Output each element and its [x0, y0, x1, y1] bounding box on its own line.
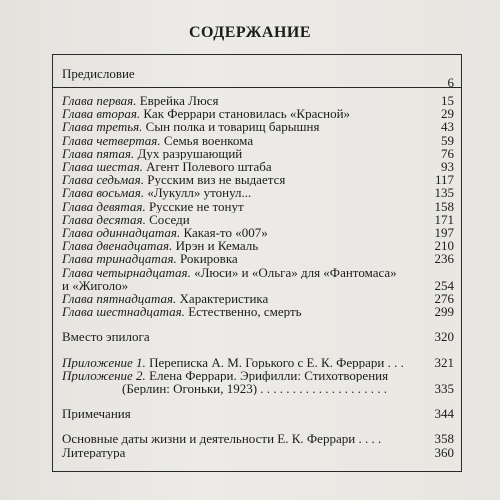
- toc-label: Глава третья.: [62, 120, 143, 134]
- toc-text: Ирэн и Кемаль: [172, 239, 259, 253]
- toc-page: 344: [434, 406, 454, 422]
- toc-row: [62, 266, 460, 279]
- toc-text: Как Феррари становилась «Красной»: [140, 107, 351, 121]
- toc-page: 254: [434, 277, 454, 293]
- toc-page: 360: [434, 444, 454, 460]
- toc-page: 358: [434, 431, 454, 447]
- toc-row-appendix: [62, 369, 460, 382]
- toc-page: 236: [434, 251, 454, 267]
- toc-row: [62, 252, 460, 265]
- toc-page: 76: [441, 145, 454, 161]
- toc-text: Литература: [62, 445, 126, 459]
- toc-label: Глава первая.: [62, 94, 137, 108]
- toc-page: 6: [447, 75, 454, 91]
- toc-page: 299: [434, 304, 454, 320]
- toc-row-appendix: Приложение 1. Переписка А. М. Горького с Е. К. Феррари . . . 321: [62, 356, 460, 369]
- page-title: СОДЕРЖАНИЕ: [188, 24, 312, 41]
- toc-label: Глава десятая.: [62, 212, 146, 227]
- toc-text: и «Жиголо»: [62, 278, 129, 293]
- toc-page: 171: [434, 211, 454, 227]
- toc-row-literature: [62, 446, 460, 459]
- toc-page: 135: [434, 185, 454, 201]
- toc-text: Естественно, смерть: [184, 305, 302, 319]
- toc-row: [62, 107, 460, 120]
- toc-text: Рокировка: [176, 252, 238, 266]
- toc-text: Дух разрушающий: [134, 146, 243, 161]
- toc-label: Глава седьмая.: [62, 173, 144, 187]
- toc-text: Характеристика: [176, 292, 269, 306]
- toc-text: «Лукулл» утонул...: [144, 186, 252, 200]
- toc-label: Глава восьмая.: [62, 186, 145, 200]
- table-of-contents: [62, 62, 460, 459]
- toc-label: Глава четырнадцатая.: [62, 265, 191, 279]
- toc-page: 59: [441, 132, 454, 148]
- toc-label: Глава тринадцатая.: [62, 252, 177, 266]
- toc-row: [62, 239, 460, 252]
- toc-text: Еврейка Люся: [136, 94, 219, 108]
- toc-row: [62, 186, 460, 199]
- toc-page: 335: [434, 381, 454, 397]
- toc-text: Основные даты жизни и деятельности Е. К. Феррари: [62, 432, 356, 446]
- toc-row-appendix: (Берлин: Огоньки, 1923) . . . . . . . . . . . . . . . . . . . . 335: [62, 382, 460, 395]
- toc-page: 158: [434, 198, 454, 214]
- toc-row: [62, 226, 460, 239]
- toc-row: [62, 94, 460, 107]
- toc-label: Приложение 1.: [62, 355, 146, 369]
- toc-label: Глава пятнадцатая.: [62, 292, 177, 306]
- toc-label: Приложение 2.: [62, 368, 146, 383]
- toc-row: [62, 213, 460, 226]
- toc-text: Сын полка и товарищ барышня: [142, 120, 320, 134]
- toc-text: Вместо эпилога: [62, 330, 150, 344]
- toc-label: Глава шестнадцатая.: [62, 305, 185, 319]
- toc-label: Глава двенадцатая.: [62, 239, 173, 253]
- toc-page: 29: [441, 106, 454, 122]
- toc-text: Примечания: [62, 407, 131, 421]
- toc-row: [62, 134, 460, 147]
- toc-page: 117: [434, 172, 454, 188]
- toc-row: [62, 292, 460, 305]
- toc-label: Глава шестая.: [62, 160, 143, 174]
- toc-text: «Люси» и «Ольга» для «Фантомаса»: [190, 265, 397, 279]
- toc-text: Предисловие: [62, 67, 135, 81]
- toc-text: Какая-то «007»: [180, 226, 268, 240]
- toc-row: [62, 305, 460, 318]
- toc-page: 15: [441, 93, 454, 108]
- toc-row: [62, 279, 460, 292]
- toc-row-preface: [62, 62, 460, 91]
- toc-row: [62, 173, 460, 186]
- toc-text: Елена Феррари. Эрифилли: Стихотворения: [145, 368, 389, 383]
- toc-page: 197: [434, 225, 454, 241]
- toc-text: Переписка А. М. Горького с Е. К. Феррари: [145, 355, 385, 369]
- toc-row: [62, 200, 460, 213]
- toc-page: 320: [434, 329, 454, 345]
- toc-page: 43: [441, 119, 454, 135]
- toc-text: Агент Полевого штаба: [142, 160, 272, 174]
- toc-label: Глава девятая.: [62, 199, 146, 213]
- toc-text: Русские не тонут: [145, 199, 244, 213]
- toc-label: Глава одиннадцатая.: [62, 226, 181, 240]
- toc-label: Глава вторая.: [62, 107, 141, 121]
- toc-text: Русским виз не выдается: [143, 173, 286, 187]
- toc-row-epilogue: [62, 330, 460, 343]
- toc-label: Глава четвертая.: [62, 133, 161, 147]
- toc-page: 321: [434, 354, 454, 370]
- toc-row-notes: [62, 407, 460, 420]
- toc-row: [62, 120, 460, 133]
- toc-row: [62, 160, 460, 173]
- toc-text: (Берлин: Огоньки, 1923): [122, 382, 258, 396]
- toc-row-dates: Основные даты жизни и деятельности Е. К. Феррари . . . . 358: [62, 432, 460, 445]
- toc-page: 210: [434, 238, 454, 254]
- toc-text: Соседи: [145, 212, 190, 227]
- toc-page: 93: [441, 159, 454, 175]
- toc-row: [62, 147, 460, 160]
- toc-page: 276: [434, 291, 454, 307]
- toc-label: Глава пятая.: [62, 146, 135, 161]
- toc-text: Семья военкома: [160, 133, 254, 147]
